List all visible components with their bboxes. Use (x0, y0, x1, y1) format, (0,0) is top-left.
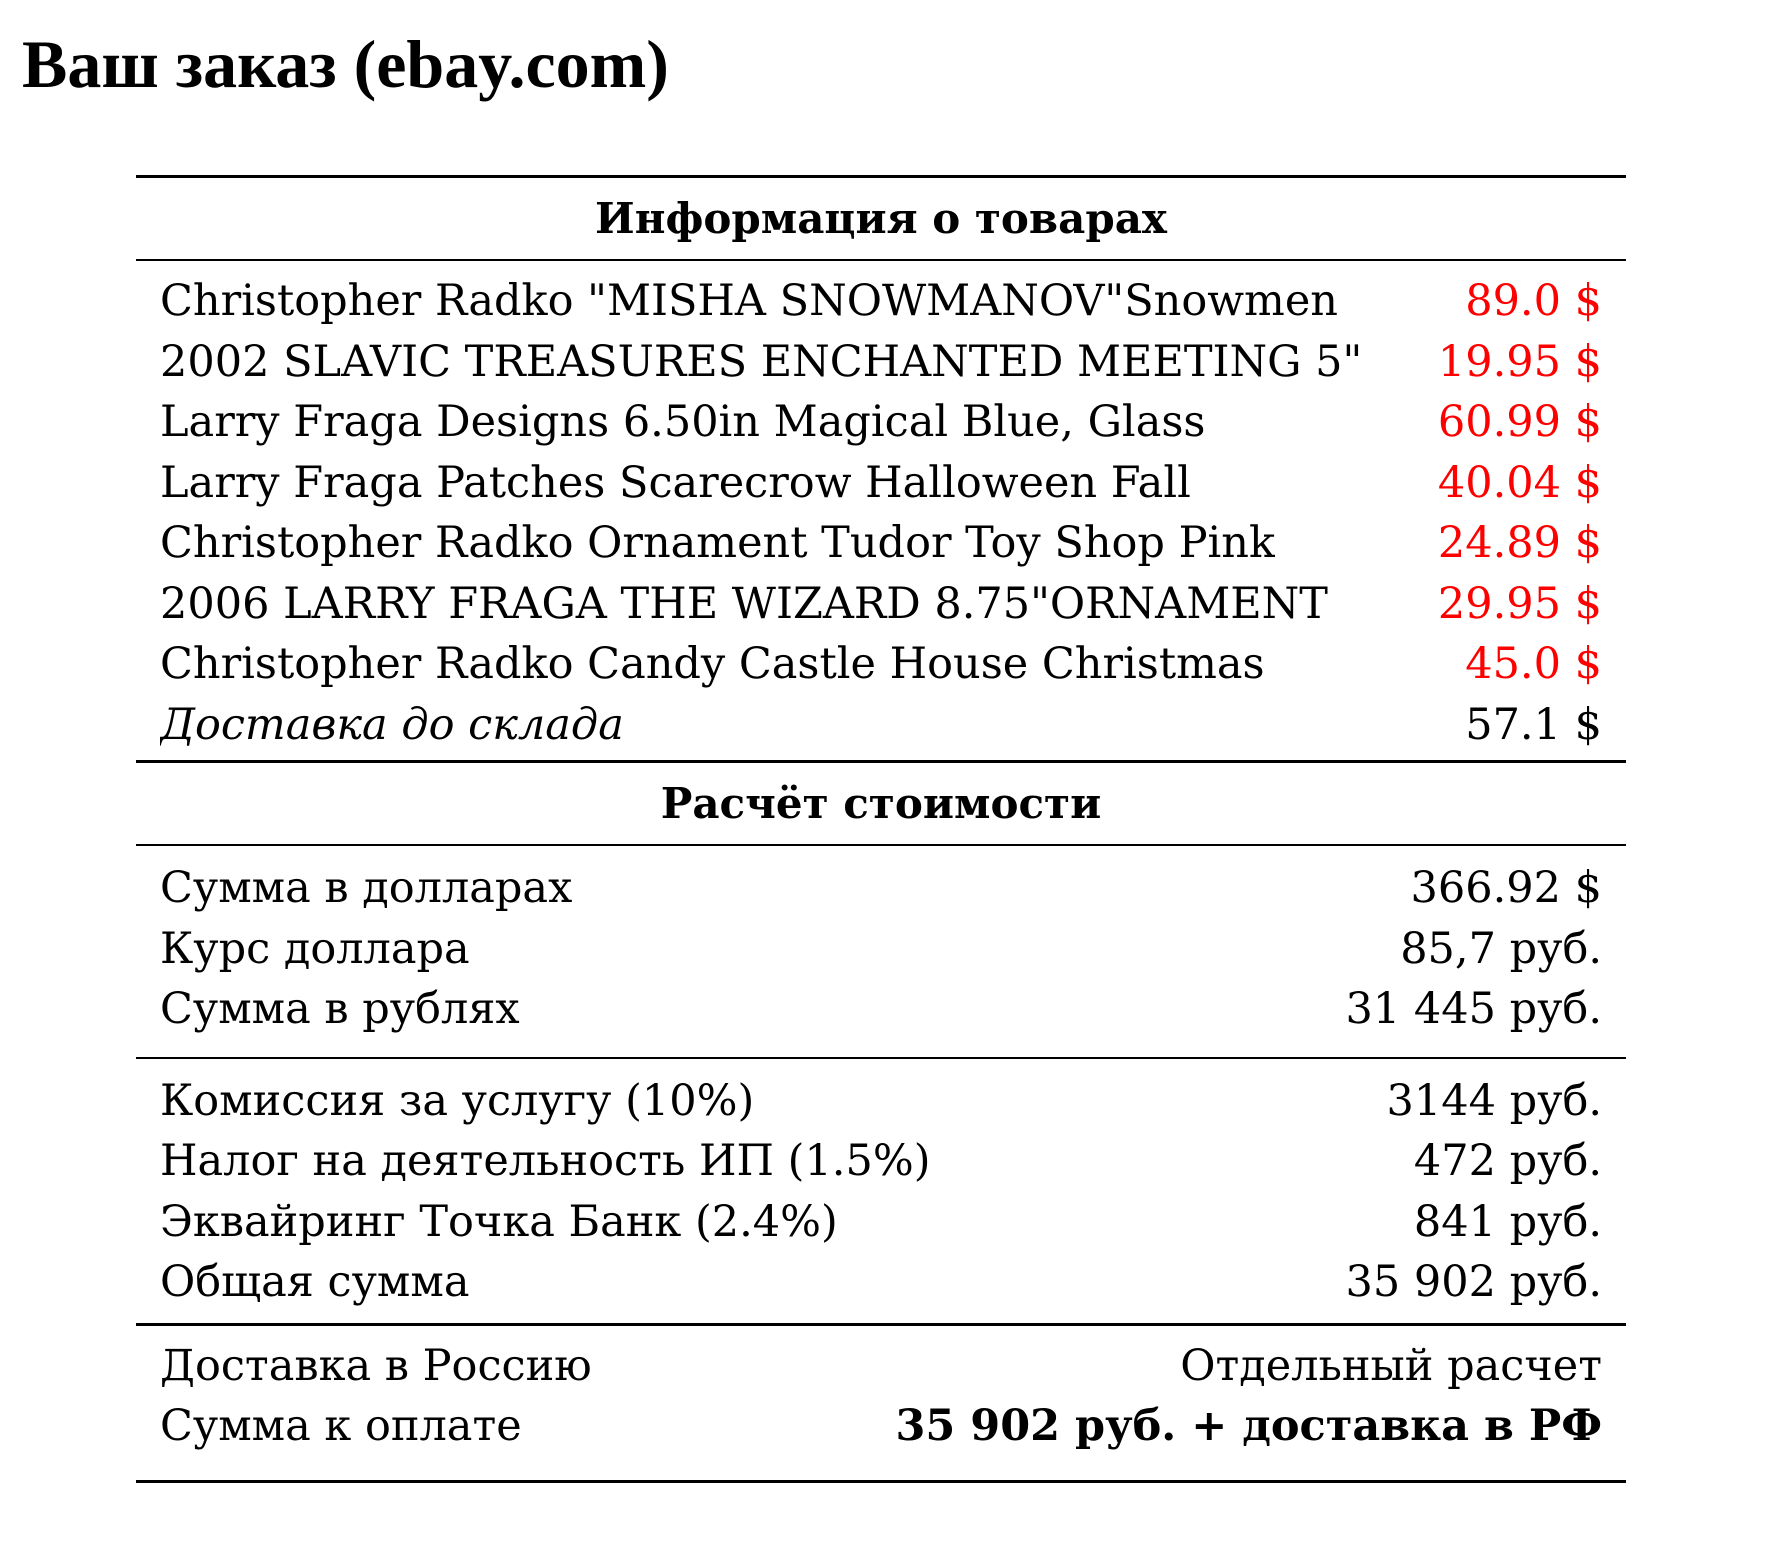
item-price: 19.95 $ (1437, 336, 1602, 387)
tax-label: Налог на деятельность ИП (1.5%) (160, 1136, 931, 1186)
calc-section-heading: Расчёт стоимости (660, 779, 1102, 828)
acquiring-row (160, 1192, 1602, 1253)
item-price: 60.99 $ (1437, 397, 1602, 447)
sum-usd-value: 366.92 $ (1410, 863, 1602, 913)
service-fee-value: 3144 руб. (1386, 1075, 1602, 1126)
item-row (160, 332, 1602, 393)
item-row (160, 574, 1602, 635)
page-title: Ваш заказ (ebay.com) (22, 26, 669, 102)
sum-usd-row (160, 858, 1602, 919)
item-row (160, 634, 1602, 695)
item-price: 40.04 $ (1437, 457, 1602, 508)
item-name: Christopher Radko Candy Castle House Christmas (160, 639, 1265, 689)
tax-row (160, 1131, 1602, 1192)
tax-value: 472 руб. (1413, 1136, 1602, 1186)
warehouse-shipping-value: 57.1 $ (1465, 699, 1602, 750)
item-name: Larry Fraga Patches Scarecrow Halloween Fall (160, 457, 1191, 508)
item-name: 2002 SLAVIC TREASURES ENCHANTED MEETING 5" (160, 336, 1363, 387)
item-name: Christopher Radko "MISHA SNOWMANOV"Snowmen (160, 276, 1338, 326)
service-fee-row (160, 1071, 1602, 1132)
item-name: 2006 LARRY FRAGA THE WIZARD 8.75"ORNAMENT (160, 578, 1328, 629)
acquiring-value: 841 руб. (1413, 1196, 1602, 1247)
total-value: 35 902 руб. (1345, 1257, 1602, 1307)
items-list (136, 261, 1626, 760)
sum-rub-row (160, 979, 1602, 1040)
warehouse-shipping-row (160, 695, 1602, 756)
amount-due-row (160, 1396, 1602, 1457)
item-row (160, 513, 1602, 574)
items-section-heading: Информация о товарах (595, 194, 1167, 243)
item-name: Christopher Radko Ornament Tudor Toy Shop Pink (160, 518, 1276, 568)
item-row (160, 453, 1602, 514)
item-name: Larry Fraga Designs 6.50in Magical Blue, Glass (160, 397, 1206, 447)
order-table (136, 175, 1626, 1483)
item-price: 29.95 $ (1437, 578, 1602, 629)
exchange-rate-label: Курс доллара (160, 923, 470, 974)
sum-rub-label: Сумма в рублях (160, 984, 520, 1034)
exchange-rate-row (160, 919, 1602, 980)
item-price: 24.89 $ (1437, 518, 1602, 568)
table-bottom-rule (136, 1480, 1626, 1483)
total-row (160, 1252, 1602, 1313)
conversion-list (136, 846, 1626, 1057)
warehouse-shipping-label: Доставка до склада (160, 699, 624, 750)
item-price: 45.0 $ (1465, 639, 1602, 689)
russia-shipping-row (160, 1336, 1602, 1397)
item-row (160, 271, 1602, 332)
exchange-rate-value: 85,7 руб. (1400, 923, 1602, 974)
item-price: 89.0 $ (1465, 276, 1602, 326)
amount-due-label: Сумма к оплате (160, 1401, 522, 1451)
final-list (136, 1326, 1626, 1480)
russia-shipping-value: Отдельный расчет (1180, 1340, 1602, 1391)
sum-rub-value: 31 445 руб. (1345, 984, 1602, 1034)
item-row (160, 392, 1602, 453)
russia-shipping-label: Доставка в Россию (160, 1340, 592, 1391)
service-fee-label: Комиссия за услугу (10%) (160, 1075, 755, 1126)
sum-usd-label: Сумма в долларах (160, 863, 573, 913)
total-label: Общая сумма (160, 1257, 470, 1307)
fees-list (136, 1059, 1626, 1323)
acquiring-label: Эквайринг Точка Банк (2.4%) (160, 1196, 838, 1247)
amount-due-value: 35 902 руб. + доставка в РФ (895, 1401, 1602, 1451)
